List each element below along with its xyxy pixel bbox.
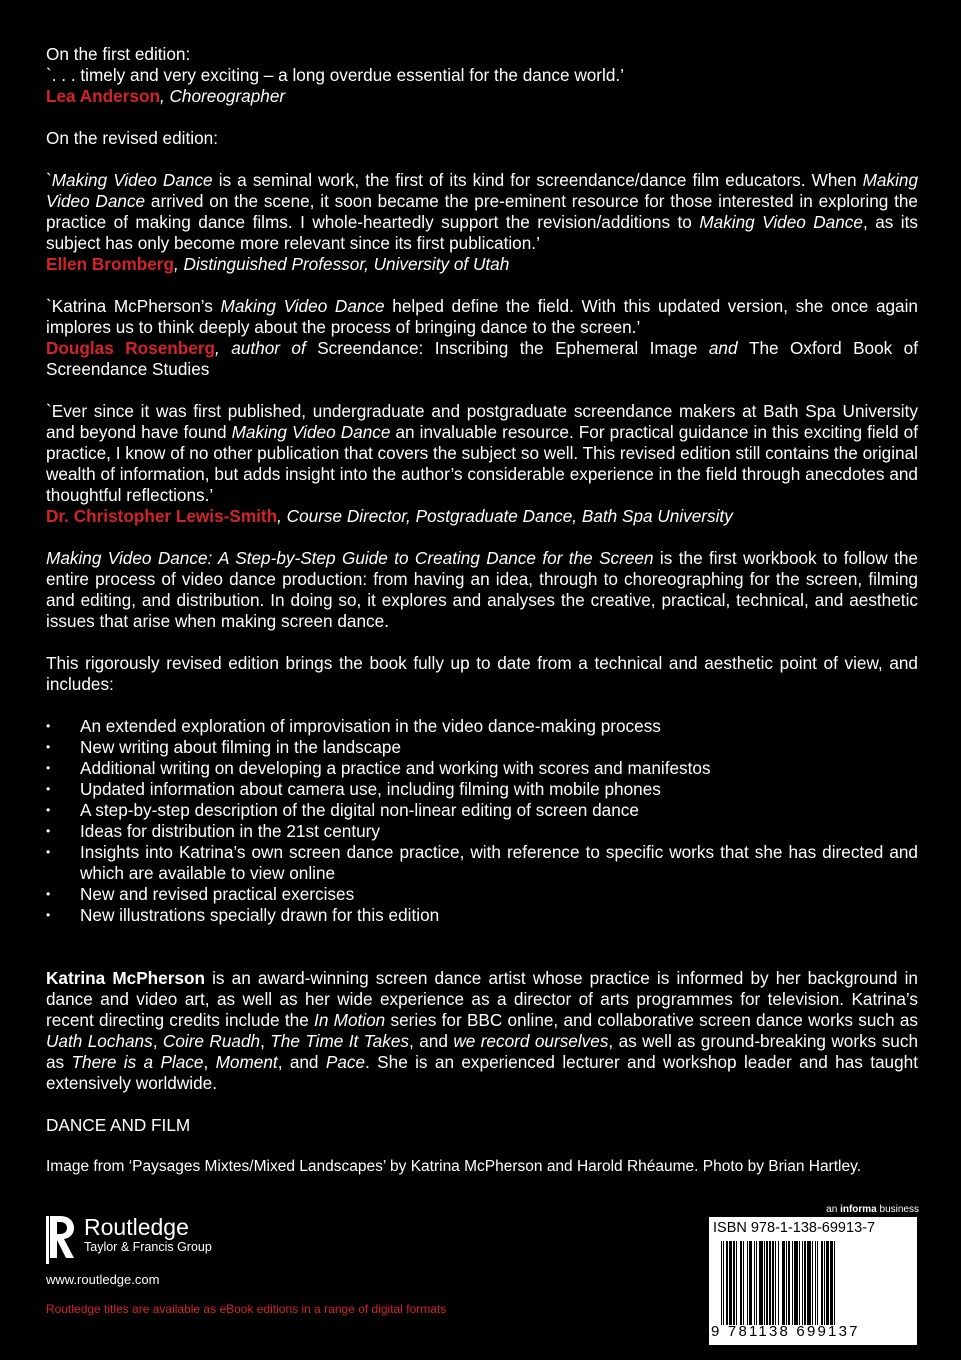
barcode-bar [835, 1241, 836, 1325]
barcode-bars [721, 1241, 911, 1325]
lewis-smith-attribution: Dr. Christopher Lewis-Smith, Course Director, Postgraduate Dance, Bath Spa University [46, 506, 733, 526]
revised-intro: This rigorously revised edition brings the book fully up to date from a technical and aesthetic point of view, and includes: [46, 653, 918, 694]
publisher-url[interactable]: www.routledge.com [46, 1272, 160, 1287]
list-item: • An extended exploration of improvisation in the video dance-making process [46, 716, 918, 737]
quote-author: Lea Anderson [46, 86, 160, 106]
publisher-group: Taylor & Francis Group [84, 1240, 212, 1254]
bromberg-attribution: Ellen Bromberg, Distinguished Professor, University of Utah [46, 254, 510, 274]
author-bio: Katrina McPherson is an award-winning screen dance artist whose practice is informed by her background in dance and video art, as well as her wide experience as a director of arts programmes for television. Katrina’s recent directing credits include the In Motion series for BBC online, and collaborative screen dance works such as Uath Lochans, Coire Ruadh, The Time It Takes, and we record ourselves, as well as ground-breaking works such as There is a Place, Moment, and Pace. She is an experienced lecturer and workshop leader and has taught extensively worldwide. [46, 968, 919, 1093]
back-cover-text [46, 44, 918, 1177]
list-item: • New illustrations specially drawn for this edition [46, 905, 918, 926]
first-edition-attribution: Lea Anderson, Choreographer [46, 86, 286, 106]
ebook-note: Routledge titles are available as eBook editions in a range of digital formats [46, 1302, 447, 1316]
publisher-name: Routledge [84, 1214, 189, 1240]
barcode [709, 1217, 917, 1345]
list-item: • Additional writing on developing a practice and working with scores and manifestos [46, 758, 918, 779]
first-edition-quote: `. . . timely and very exciting – a long overdue essential for the dance world.’ [46, 65, 624, 85]
routledge-r-icon [46, 1214, 76, 1264]
category-label: DANCE AND FILM [46, 1115, 191, 1135]
list-item: • Insights into Katrina’s own screen dance practice, with reference to specific works that she has directed and which are available to view online [46, 842, 918, 884]
image-credit: Image from ‘Paysages Mixtes/Mixed Landscapes’ by Katrina McPherson and Harold Rhéaume. Photo by Brian Hartley. [46, 1158, 861, 1175]
routledge-logo [46, 1214, 212, 1264]
rosenberg-attribution: Douglas Rosenberg, author of Screendance: Inscribing the Ephemeral Image and The Oxford Book of Screendance Studies [46, 338, 919, 379]
list-item: • Ideas for distribution in the 21st century [46, 821, 918, 842]
isbn-text: ISBN 978-1-138-69913-7 [713, 1220, 876, 1236]
first-edition-heading: On the first edition: [46, 44, 191, 64]
lewis-smith-quote: `Ever since it was first published, undergraduate and postgraduate screendance makers at Bath Spa University and beyond have found Making Video Dance an invaluable resource. For practical guidance in this exciting field of practice, I know of no other publication that covers the subject so well. This revised edition still contains the original wealth of information, but adds insight into the author’s considerable experience in the field through anecdotes and thoughtful reflections.’ [46, 401, 918, 505]
bromberg-quote: `Making Video Dance is a seminal work, the first of its kind for screendance/dance film educators. When Making Video Dance arrived on the scene, it soon became the pre-eminent resource for those interested in exploring the practice of making dance films. I whole-heartedly support the revision/additions to Making Video Dance, as its subject has only become more relevant since its first publication.’ [46, 170, 918, 253]
revised-edition-heading: On the revised edition: [46, 128, 218, 148]
list-item: • A step-by-step description of the digital non-linear editing of screen dance [46, 800, 918, 821]
list-item: • New writing about filming in the landscape [46, 737, 918, 758]
quote-author: Douglas Rosenberg [46, 338, 216, 358]
book-description: Making Video Dance: A Step-by-Step Guide to Creating Dance for the Screen is the first workbook to follow the entire process of video dance production: from having an idea, through to choreographing for the screen, filming and editing, and distribution. In doing so, it explores and analyses the creative, practical, technical, and aesthetic issues that arise when making screen dance. [46, 548, 918, 631]
list-item: • New and revised practical exercises [46, 884, 918, 905]
barcode-block [709, 1204, 919, 1345]
publisher-block [46, 1214, 212, 1287]
informa-tagline: an informa business [826, 1204, 919, 1215]
quote-author: Dr. Christopher Lewis-Smith [46, 506, 278, 526]
barcode-digits: 9 781138 699137 [711, 1323, 860, 1340]
quote-author: Ellen Bromberg [46, 254, 174, 274]
rosenberg-quote: `Katrina McPherson’s Making Video Dance helped define the field. With this updated version, she once again implores us to think deeply about the process of bringing dance to the screen.’ [46, 296, 918, 337]
features-list [46, 716, 918, 926]
list-item: • Updated information about camera use, including filming with mobile phones [46, 779, 918, 800]
